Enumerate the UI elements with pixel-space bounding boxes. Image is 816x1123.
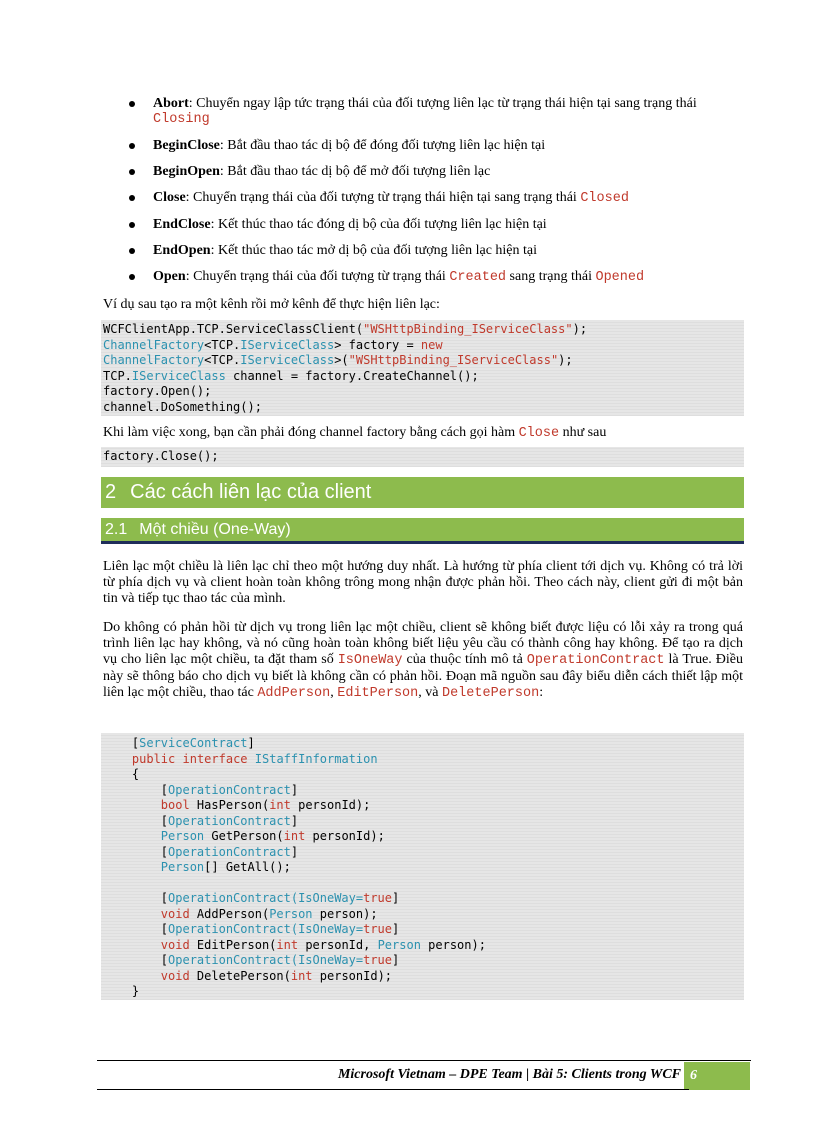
term: BeginClose bbox=[153, 138, 220, 153]
subsection-heading: 2.1 Một chiều (One-Way) bbox=[101, 518, 744, 541]
code-block-channel: WCFClientApp.TCP.ServiceClassClient("WSHttpBinding_IServiceClass"); ChannelFactory<TCP.IServiceClass> factory = new ChannelFactory<TCP.IServiceClass>("WSHttpBinding_IServiceClass"); TCP.IServiceClass channel = factory.CreateChannel(); factory.Open(); channel.DoSomething(); bbox=[101, 320, 744, 416]
term: Open bbox=[153, 269, 186, 284]
term: EndOpen bbox=[153, 243, 211, 258]
desc: : Kết thúc thao tác mở dị bộ của đối tượng liên lạc hiện tại bbox=[210, 243, 538, 258]
close-sentence: Khi làm việc xong, bạn cần phải đóng channel factory bằng cách gọi hàm Close như sau bbox=[103, 425, 607, 441]
term: BeginOpen bbox=[153, 164, 220, 179]
bullet-icon bbox=[129, 274, 135, 280]
desc: : Bắt đầu thao tác dị bộ để đóng đối tượng liên lạc hiện tại bbox=[219, 138, 546, 153]
term: Abort bbox=[153, 96, 189, 111]
footer-title: Microsoft Vietnam – DPE Team | Bài 5: Clients trong WCF bbox=[337, 1067, 681, 1082]
bullet-icon bbox=[129, 101, 135, 107]
bullet-icon bbox=[129, 169, 135, 175]
bullet-icon bbox=[129, 143, 135, 149]
inline-code: Closed bbox=[580, 191, 629, 206]
inline-code: Closing bbox=[153, 112, 210, 127]
desc: : Chuyển trạng thái của đối tượng từ trạng thái bbox=[185, 269, 450, 284]
desc: : Kết thúc thao tác đóng dị bộ của đối tượng liên lạc hiện tại bbox=[210, 217, 547, 232]
page-number: 6 bbox=[684, 1062, 750, 1090]
list-item bbox=[126, 164, 746, 179]
bullet-icon bbox=[129, 195, 135, 201]
list-item bbox=[126, 217, 746, 232]
desc: : Chuyển trạng thái của đối tượng từ trạng thái hiện tại sang trạng thái bbox=[185, 190, 581, 205]
code-block-service-contract: [ServiceContract] public interface IStaffInformation { [OperationContract] bool HasPerson(int personId); [OperationContract] Person GetPerson(int personId); [OperationContract] Person[] GetAll(); [OperationContract(IsOneWay=true] void AddPerson(Person person); [OperationContract(IsOneWay=true] void EditPerson(int personId, Person person); [OperationContract(IsOneWay=true] void DeletePerson(int personId); } bbox=[101, 733, 744, 1000]
list-item bbox=[126, 96, 746, 127]
paragraph-oneway-detail: Do không có phản hồi từ dịch vụ trong liên lạc một chiều, client sẽ không biết được liệu có lỗi xảy ra trong quá trình liên lạc hay không, và nó cũng hoàn toàn không biết liệu yêu cầu có thành công hay không. Để tạo ra dịch vụ cho liên lạc một chiều, ta đặt tham số IsOneWay của thuộc tính mô tả OperationContract là True. Điều này sẽ thông báo cho dịch vụ biết là không cần có phản hồi. Đoạn mã nguồn sau đây biểu diễn cách thiết lập một liên lạc một chiều, thao tác AddPerson, EditPerson, và DeletePerson: bbox=[103, 620, 743, 701]
bullet-icon bbox=[129, 222, 135, 228]
list-item bbox=[126, 138, 746, 153]
list-item bbox=[126, 190, 746, 206]
inline-code: Created bbox=[449, 270, 507, 285]
list-item bbox=[126, 243, 746, 258]
footer-rule bbox=[97, 1060, 751, 1061]
footer-rule-bottom bbox=[97, 1089, 689, 1090]
desc: : Chuyển ngay lập tức trạng thái của đối tượng liên lạc từ trạng thái hiện tại sang trạng thái bbox=[188, 96, 697, 111]
desc: sang trạng thái bbox=[506, 269, 596, 284]
bullet-icon bbox=[129, 248, 135, 254]
section-heading: 2 Các cách liên lạc của client bbox=[101, 477, 744, 508]
heading-rule bbox=[101, 541, 744, 544]
term: Close bbox=[153, 190, 186, 205]
code-block-close: factory.Close(); bbox=[101, 447, 744, 467]
method-list bbox=[126, 96, 746, 296]
paragraph-oneway-intro: Liên lạc một chiều là liên lạc chỉ theo một hướng duy nhất. Là hướng từ phía client tới dịch vụ. Không có trả lời từ phía dịch vụ và client hoàn toàn không trông mong nhận được phản hồi. Theo cách này, client gửi đi một bản tin và tiếp tục thao tác của mình. bbox=[103, 559, 743, 606]
inline-code: Opened bbox=[595, 270, 645, 285]
list-item bbox=[126, 269, 746, 285]
desc: : Bắt đầu thao tác dị bộ để mở đối tượng liên lạc bbox=[219, 164, 491, 179]
example-intro: Ví dụ sau tạo ra một kênh rồi mở kênh để thực hiện liên lạc: bbox=[103, 297, 440, 312]
term: EndClose bbox=[153, 217, 211, 232]
